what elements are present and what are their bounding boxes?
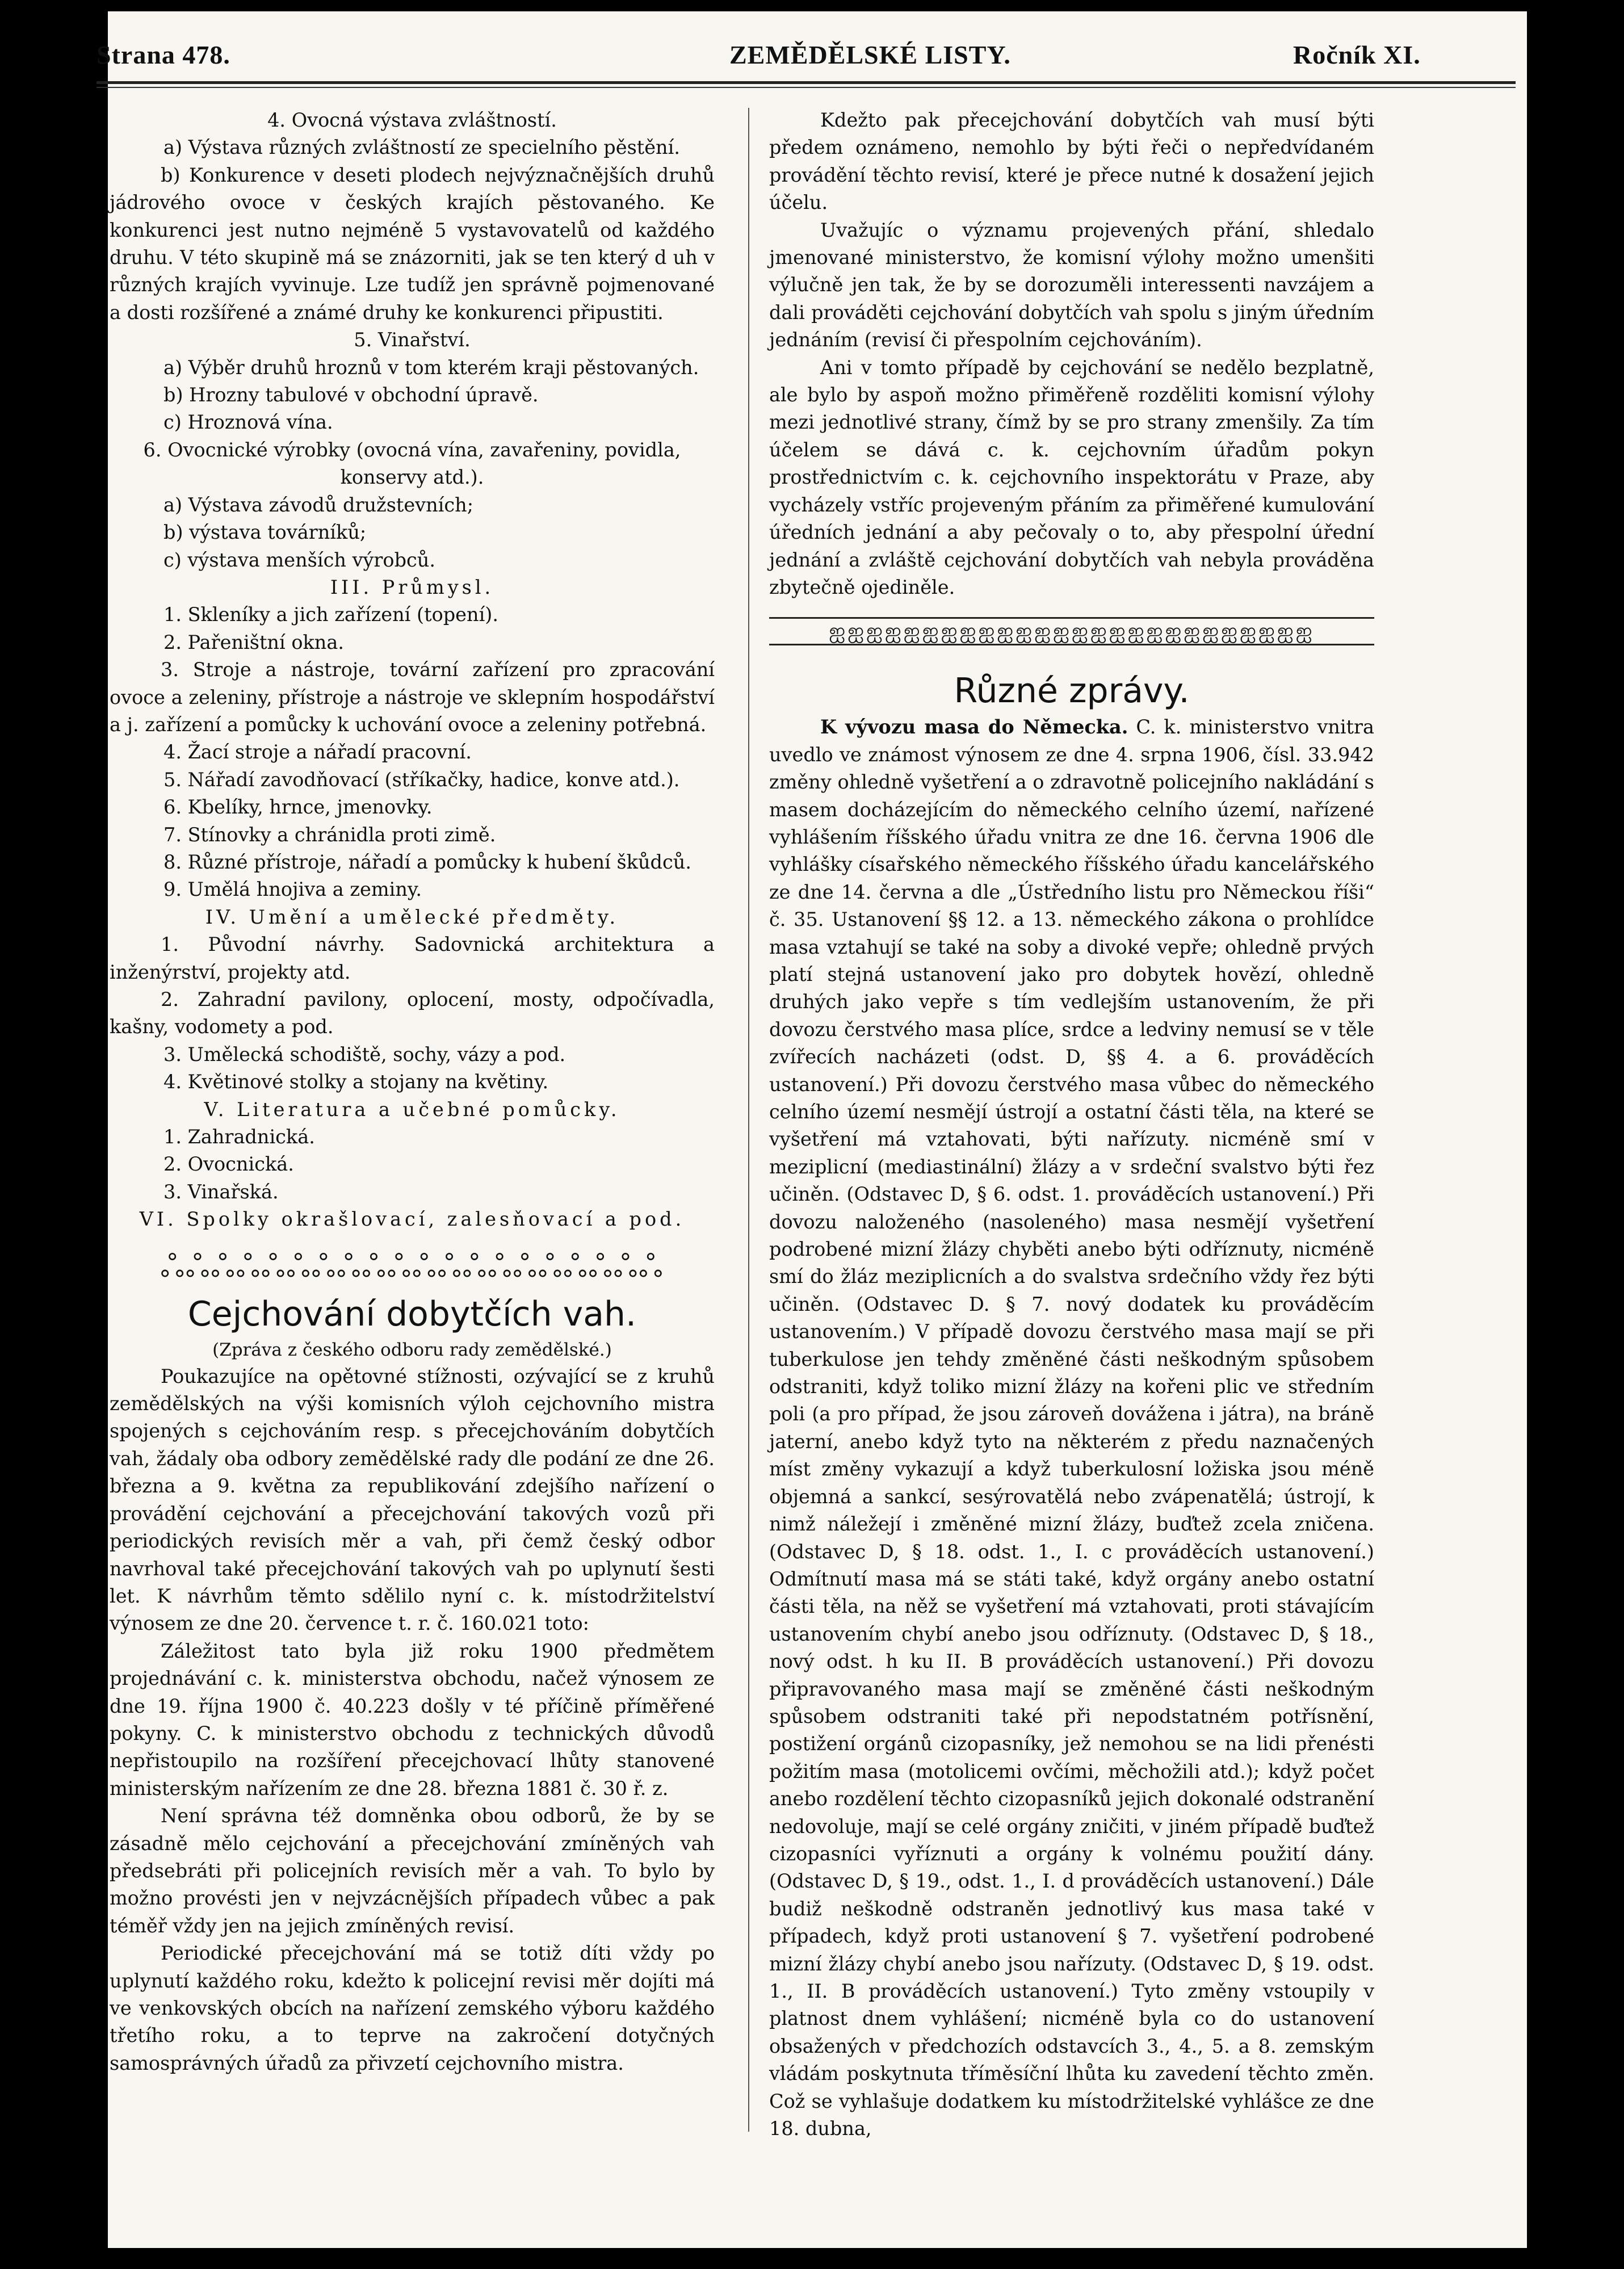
list-item: 2. Zahradní pavilony, oplocení, mosty, odpočívadla, kašny, vodomety a pod. xyxy=(110,988,715,1038)
list-item: 8. Různé přístroje, nářadí a pomůcky k hubení škůdců. xyxy=(163,850,691,873)
header-rule-thin xyxy=(96,87,1516,88)
list-item: 1. Původní návrhy. Sadovnická architektura a inženýrství, projekty atd. xyxy=(110,933,715,983)
section-heading: VI. Spolky okrašlovací, zalesňovací a pod. xyxy=(139,1208,685,1231)
section-heading: III. Průmysl. xyxy=(330,576,494,598)
list-item: 5. Nářadí zavodňovací (stříkačky, hadice, konve atd.). xyxy=(163,768,680,791)
news-title: Různé zprávy. xyxy=(954,671,1190,711)
list-item: 1. Skleníky a jich zařízení (topení). xyxy=(163,603,499,626)
list-item: c) výstava menších výrobců. xyxy=(163,548,436,571)
list-item: 3. Vinařská. xyxy=(163,1180,279,1203)
list-item: 7. Stínovky a chránidla proti zimě. xyxy=(163,823,496,846)
list-item: a) Výstava různých zvláštností ze specielního pěstění. xyxy=(163,136,680,159)
list-item: 4. Žací stroje a nářadí pracovní. xyxy=(163,741,472,764)
page-number: Strana 478. xyxy=(96,40,230,69)
paragraph: Poukazujíce na opětovné stížnosti, ozývající se z kruhů zemědělských na výši komisních výloh cejchovního mistra spojených s cejchováním resp. s přecejchováním dobytčích vah, žádaly oba odbory zemědělské rady dle podání ze dne 26. března a 9. května za republikování zdejšího nařízení o provádění cejchování a přecejchování takových vozů při periodických revisích měr a vah, při čemž český odbor navrhoval také přecejchování takových vah po uplynutí šesti let. K návrhům těmto sdělilo nyní c. k. místodržitelství výnosem ze dne 20. července t. r. č. 160.021 toto: xyxy=(110,1365,715,1635)
ornament-divider: ஃஃஃஃஃஃஃஃஃஃஃஃஃஃஃஃஃஃஃஃ xyxy=(160,1248,664,1284)
left-column xyxy=(110,107,715,2077)
section-heading: V. Literatura a učebné pomůcky. xyxy=(204,1098,620,1121)
column-divider xyxy=(748,108,749,2132)
list-item: b) Konkurence v deseti plodech nejvýznačnějších druhů jádrového ovoce v českých krajích pěstovaného. Ke konkurenci jest nutno nejméně 5 vystavovatelů od každého druhu. V této skupině má se znázorniti, jak se ten který d uh v různých krajích vyvinuje. Lze tudíž jen správně pojmenované a dosti rozšířené a známé druhy ke konkurenci připustiti. xyxy=(110,163,715,324)
news-lead: K vývozu masa do Německa. xyxy=(820,716,1128,739)
right-column xyxy=(769,107,1374,2142)
paragraph: Kdežto pak přecejchování dobytčích vah musí býti předem oznámeno, nemohlo by býti řeči o nepředvídaném provádění těchto revisí, které je přece nutné k dosažení jejich účelu. xyxy=(769,109,1374,214)
paragraph: Uvažujíc o významu projevených přání, shledalo jmenované ministerstvo, že komisní výlohy možno umenšiti výlučně jen tak, že by se dorozuměli interessenti navzájem a dali prováděti cejchování dobytčích vah spolu s jiným úředním jednáním (revisí či přespolním cejchováním). xyxy=(769,219,1374,351)
list-item: 9. Umělá hnojiva a zeminy. xyxy=(163,878,422,901)
list-item: 1. Zahradnická. xyxy=(163,1126,315,1148)
paragraph: Záležitost tato byla již roku 1900 předmětem projednávání c. k. ministerstva obchodu, načež výnosem ze dne 19. října 1900 č. 40.223 došly v té příčině příměřené pokyny. C. k ministerstvo obchodu z technických důvodů nepřistoupilo na rozšíření přecejchovací lhůty stanovené ministerským nařízením ze dne 28. března 1881 č. 30 ř. z. xyxy=(110,1639,715,1800)
section-heading: 4. Ovocná výstava zvláštností. xyxy=(267,109,557,131)
paragraph: Není správna též domněnka obou odborů, že by se zásadně mělo cejchování a přecejchování zmíněných vah předsebráti při policejních revisích měr a vah. To bylo by možno provésti jen v nejvzácnějších případech vůbec a pak téměř vždy jen na jejich zmíněných revisí. xyxy=(110,1805,715,1937)
list-item: c) Hroznová vína. xyxy=(163,411,333,434)
section-heading: IV. Umění a umělecké předměty. xyxy=(205,905,619,928)
article-subtitle: (Zpráva z českého odboru rady zemědělské.) xyxy=(212,1339,612,1360)
list-item: 2. Pařeništní okna. xyxy=(163,631,345,653)
paragraph xyxy=(769,714,1374,2142)
paragraph: Periodické přecejchování má se totiž díti vždy po uplynutí každého roku, kdežto k policejní revisi měr dojíti má ve venkovských obcích na nařízení zemského výboru každého třetího roku, a to teprve na zakročení dotyčných samosprávných úřadů za přivzetí cejchovního mistra. xyxy=(110,1942,715,2074)
list-item: 6. Kbelíky, hrnce, jmenovky. xyxy=(163,796,433,819)
volume-number: Ročník XI. xyxy=(1293,40,1421,69)
list-item: 3. Umělecká schodiště, sochy, vázy a pod. xyxy=(163,1043,566,1066)
list-item: a) Výběr druhů hroznů v tom kterém kraji pěstovaných. xyxy=(163,356,699,379)
news-body: C. k. ministerstvo vnitra uvedlo ve známost výnosem ze dne 4. srpna 1906, čísl. 33.942 změny ohledně vyšetření a o zdravotně policejního nakládání s masem docházejícím do německého celního území, nařízené vyhlášením říšského úřadu vnitra ze dne 16. června 1906 dle vyhlášky císařského německého říšského úřadu kancelářského ze dne 14. června a dle „Ústředního listu pro Německou říši“ č. 35. Ustanovení §§ 12. a 13. německého zákona o prohlídce masa vztahují se také na soby a divoké vepře; ohledně prvých platí stejná ustanovení jako pro dobytek hovězí, ohledně druhých jako vepře s tím vedlejším ustanovením, že při dovozu čerstvého masa plíce, srdce a ledviny nemusí se v těle zvířecích nacházeti (odst. D, §§ 4. a 6. prováděcích ustanovení.) Při dovozu čerstvého masa vůbec do německého celního území nesmějí ústrojí a ostatní části těla, na které se vyšetření má vztahovati, býti nařízuty. nicméně smí v meziplicní (mediastinální) žlázy a v srdeční svalstvo býti řez učiněn. (Odstavec D, § 6. odst. 1. prováděcích ustanovení.) Při dovozu naloženého (nasoleného) masa nesmějí vyšetření podrobené mizní žlázy chyběti anebo býti odříznuty, nicméně smí do žláz meziplicních a do svalstva srdečního vždy řez býti učiněn. (Odstavec D. § 7. nový dodatek ku prováděcím ustanovením.) V případě dovozu čerstvého masa mají se při tuberkulose jen tehdy změněné části neškodným spůsobem odstraniti, když toliko mizní žlázy na kořeni plic ve středním poli (a pro případ, že jsou zároveň dovážena i játra), na bráně jaterní, anebo když tyto na některém z předu naznačených míst změny vykazují a když tuberkulosní ložiska jsou méně objemná a sankcí, sesýrovatělá nebo zvápenatělá; ústrojí, k nimž náležejí i změněné mizní žlázy, buďtež zcela zničena. (Odstavec D, § 18. odst. 1., I. c prováděcích ustanovení.) Odmítnutí masa má se státi také, když orgány anebo ostatní části těla, na něž se vyšetření má vztahovati, proti stávajícím ustanovením chybí anebo jsou odříznuty. (Odstavec D, § 18., nový odst. h ku II. B prováděcích ustanovení.) Při dovozu připravovaného masa mají se změněné části neškodným spůsobem odstraniti také při nepodstatném potřísnění, postižení orgánů cizopasníky, jež nemohou se na lidi přenésti požitím masa (motolicemi ovčími, měchožili atd.); když počet anebo rozdělení těchto cizopasníků jejich dokonalé odstranění nedovoluje, mají se celé orgány zničiti, v jiném případě buďtež cizopasníci vyříznuti a orgány k volnému použití dány. (Odstavec D, § 19., odst. 1., I. d prováděcích ustanovení.) Dále budiž neškodně odstraněn jednotlivý kus masa také v případech, když proti ustanovení § 7. vyšetření podrobené mizní žlázy chybí anebo jsou nařízuty. (Odstavec D, § 19. odst. 1., II. B prováděcích ustanovení.) Tyto změny vstoupily v platnost dnem vyhlášení; nicméně byla co do ustanovení obsažených v předchozích odstavcích 3., 4., 5. a 8. zemským vládám poskytnuta tříměsíční lhůta ku zavedení těchto změn. Což se vyhlašuje dodatkem ku místodržitelské vyhlášce ze dne 18. dubna, xyxy=(769,716,1374,2140)
section-heading: 6. Ovocnické výrobky (ovocná vína, zavařeniny, povidla, konservy atd.). xyxy=(143,438,681,489)
list-item: b) výstava továrníků; xyxy=(163,521,367,544)
ornament-divider: ஐஐஐஐஐஐஐஐஐஐஐஐஐஐஐஐஐஐஐஐஐஐஐஐஐஐ xyxy=(769,617,1374,645)
journal-title: ZEMĚDĚLSKÉ LISTY. xyxy=(729,40,1011,69)
paragraph: Ani v tomto případě by cejchování se nedělo bezplatně, ale bylo by aspoň možno přiměřeně rozděliti komisní výlohy mezi jednotlivé strany, čímž by se pro strany zmenšily. Za tím účelem se dává c. k. cejchovním úřadům pokyn prostřednictvím c. k. cejchovního inspektorátu v Praze, aby vycházely vstříc projeveným přáním za přiměřené kumulování úředních jednání a aby pečovaly o to, aby přespolní úřední jednání a zvláště cejchování dobytčích vah nebyla prováděna zbytečně ojediněle. xyxy=(769,356,1374,598)
list-item: 3. Stroje a nástroje, tovární zařízení pro zpracování ovoce a zeleniny, přístroje a nástroje ve sklepním hospodářství a j. zařízení a pomůcky k uchování ovoce a zeleniny potřebná. xyxy=(110,659,715,736)
list-item: a) Výstava závodů družstevních; xyxy=(163,493,474,516)
header-rule-thick xyxy=(96,81,1516,84)
list-item: 2. Ovocnická. xyxy=(163,1153,294,1176)
article-title: Cejchování dobytčích vah. xyxy=(187,1294,637,1334)
list-item: 4. Květinové stolky a stojany na květiny. xyxy=(163,1071,549,1093)
list-item: b) Hrozny tabulové v obchodní úpravě. xyxy=(163,384,539,406)
section-heading: 5. Vinařství. xyxy=(354,329,471,351)
